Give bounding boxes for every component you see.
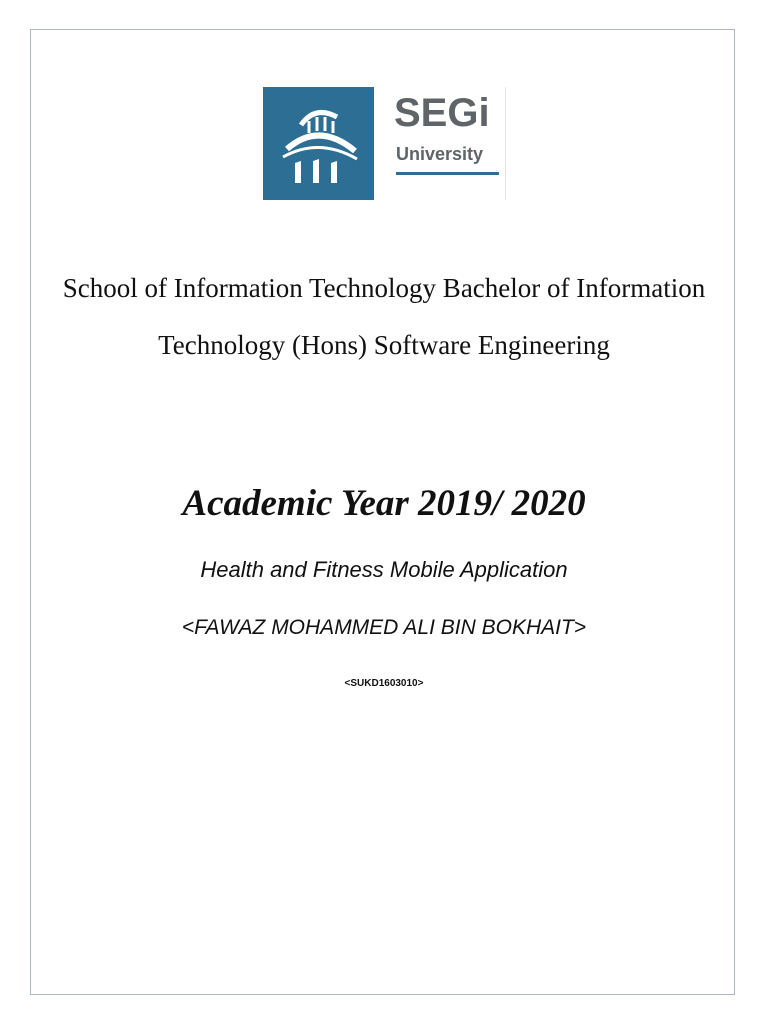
logo-brand: SEGi <box>394 91 490 135</box>
logo-mark <box>263 87 374 200</box>
school-title: School of Information Technology Bachelor of Information Technology (Hons) Software Engineering <box>62 273 706 360</box>
logo-subtitle: University <box>396 144 484 164</box>
academic-year: Academic Year 2019/ 2020 <box>182 483 586 524</box>
student-name: <FAWAZ MOHAMMED ALI BIN BOKHAIT> <box>181 616 587 639</box>
university-building-icon <box>263 87 374 200</box>
logo-underline <box>396 172 499 175</box>
student-id: <SUKD1603010> <box>344 678 424 689</box>
project-title: Health and Fitness Mobile Application <box>200 557 568 582</box>
segi-university-logo <box>263 87 506 200</box>
